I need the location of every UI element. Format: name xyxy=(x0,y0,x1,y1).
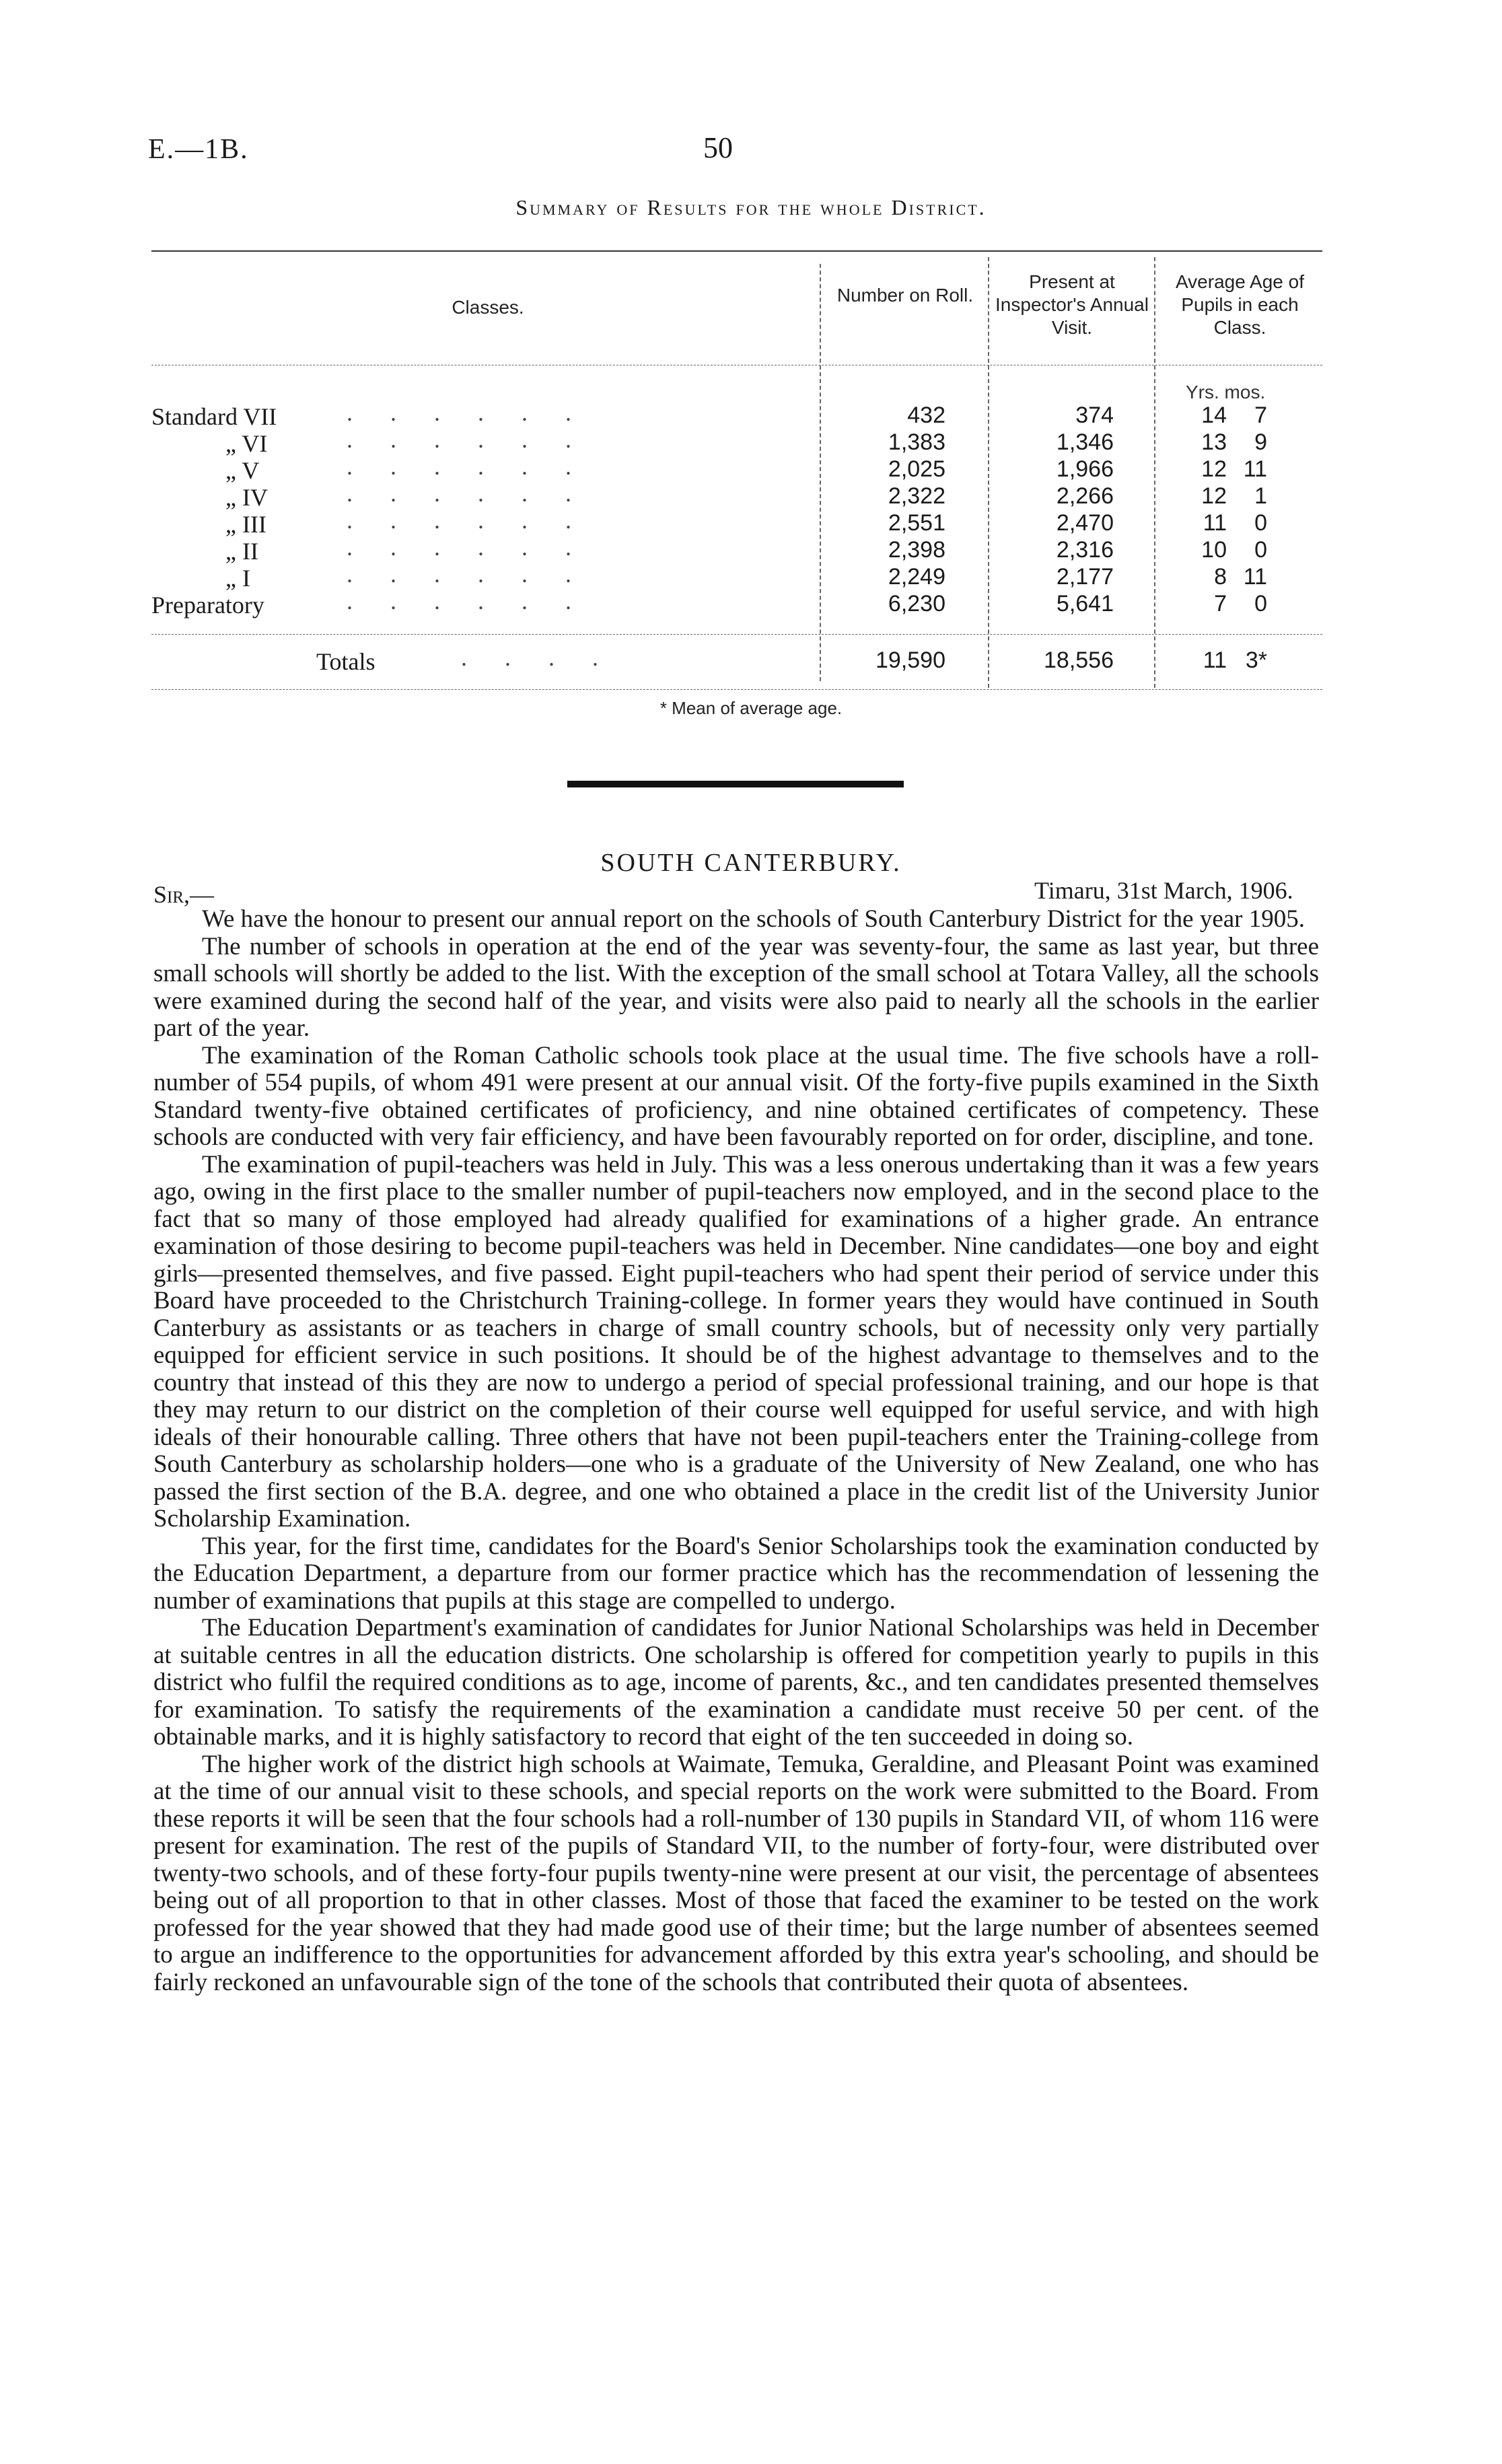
table-footnote: * Mean of average age. xyxy=(659,698,843,718)
totals-label: Totals xyxy=(316,648,376,675)
column-header-number-on-roll: Number on Roll. xyxy=(836,285,974,306)
age-years: 11 xyxy=(1203,510,1227,536)
class-label: „ VI xyxy=(225,430,268,457)
roll-value: 2,551 xyxy=(888,510,945,536)
age-months: 7 xyxy=(1254,402,1267,428)
leader-dots: ...... xyxy=(347,399,609,426)
paragraph: This year, for the first time, candidates for the Board's Senior Scholarships took the examination conducted by the Education Department, a departure from our former practice which has the recommendation of lessening the number of examinations that pupils at this stage are compelled to undergo. xyxy=(153,1532,1319,1615)
age-years: 12 xyxy=(1201,483,1227,509)
table-row xyxy=(151,561,1322,592)
summary-title: Summary of Results for the whole District. xyxy=(515,195,987,219)
table-row xyxy=(151,426,1322,457)
table-row xyxy=(151,480,1322,511)
age-years: 8 xyxy=(1214,564,1227,590)
column-header-average-age: Average Age of Pupils in each Class. xyxy=(1176,271,1304,338)
age-months: 9 xyxy=(1254,429,1267,455)
paragraph: The examination of pupil-teachers was held in July. This was a less onerous undertaking than it was a few years ago, owing in the first place to the smaller number of pupil-teachers now employed, and in the second place to the fact that so many of those employed had already qualified for examinations of a higher grade. An entrance examination of those desiring to become pupil-teachers was held in December. Nine candidates—one boy and eight girls—presented themselves, and five passed. Eight pupil-teachers who had spent their period of service under this Board have proceeded to the Christchurch Training-college. In former years they would have continued in South Canterbury as assistants or as teachers in charge of small country schools, but of necessity only very partially equipped for efficient service in such positions. It should be of the highest advantage to themselves and to the country that instead of this they are now to undergo a period of special professional training, and our hope is that they may return to our district on the completion of their course well equipped for useful service, and with high ideals of their honourable calling. Three others that have not been pupil-teachers enter the Training-college from South Canterbury as scholarship holders—one who is a graduate of the University of New Zealand, one who has passed the first section of the B.A. degree, and one who obtained a place in the credit list of the University Junior Scholarship Examination. xyxy=(153,1150,1319,1533)
present-value: 1,346 xyxy=(1056,429,1114,455)
table-bottom-rule xyxy=(151,689,1322,690)
paragraph: The Education Department's examination of candidates for Junior National Scholarships was held in December at suitable centres in all the education districts. One scholarship is offered for competition yearly to pupils in this district who fulfil the required conditions as to age, income of parents, &c., and ten candidates presented themselves for examination. To satisfy the requirements of the examination a candidate must receive 50 per cent. of the obtainable marks, and it is highly satisfactory to record that eight of the ten succeeded in doing so. xyxy=(153,1614,1319,1751)
paragraph: The higher work of the district high schools at Waimate, Temuka, Geraldine, and Pleasant Point was examined at the time of our annual visit to these schools, and special reports on the work were submitted to the Board. From these reports it will be seen that the four schools had a roll-number of 130 pupils in Standard VII, of whom 116 were present for examination. The rest of the pupils of Standard VII, to the number of forty-four, were distributed over twenty-two schools, and of these forty-four pupils twenty-nine were present at our visit, the percentage of absentees being out of all proportion to that in other classes. Most of those that faced the examiner to be tested on the work professed for the year showed that they had made good use of their time; but the large number of absentees seemed to argue an indifference to the opportunities for advancement afforded by this extra year's schooling, and should be fairly reckoned an unfavourable sign of the tone of the schools that contributed their quota of absentees. xyxy=(153,1750,1319,1996)
table-row xyxy=(151,507,1322,538)
age-months: 0 xyxy=(1254,591,1267,617)
roll-value: 432 xyxy=(907,402,945,428)
dateline: Timaru, 31st March, 1906. xyxy=(1034,877,1293,904)
present-total: 18,556 xyxy=(1044,647,1114,673)
age-years: 7 xyxy=(1214,591,1227,617)
leader-dots: ...... xyxy=(347,534,609,561)
age-months-mean: 3* xyxy=(1245,647,1267,673)
paragraph: The examination of the Roman Catholic schools took place at the usual time. The five schools have a roll-number of 554 pupils, of whom 491 were present at our annual visit. Of the forty-five pupils examined in the Sixth Standard twenty-five obtained certificates of proficiency, and nine obtained certificates of competency. These schools are conducted with very fair efficiency, and have been favourably reported on for order, discipline, and tone. xyxy=(153,1041,1319,1151)
present-value: 2,316 xyxy=(1056,537,1114,563)
age-years: 10 xyxy=(1201,537,1227,563)
leader-dots: ...... xyxy=(347,480,609,507)
table-row xyxy=(151,588,1322,619)
roll-value: 2,249 xyxy=(888,564,945,590)
roll-total: 19,590 xyxy=(875,647,945,673)
present-value: 2,470 xyxy=(1056,510,1114,536)
roll-value: 2,398 xyxy=(888,537,945,563)
present-value: 2,177 xyxy=(1056,564,1114,590)
class-label: Preparatory xyxy=(151,592,264,619)
age-months: 1 xyxy=(1254,483,1267,509)
present-value: 1,966 xyxy=(1056,456,1114,482)
section-heading: SOUTH CANTERBURY. xyxy=(600,849,902,877)
age-months: 0 xyxy=(1254,510,1267,536)
class-label: „ II xyxy=(225,538,258,565)
leader-dots: ...... xyxy=(347,507,609,534)
present-value: 2,266 xyxy=(1056,483,1114,509)
age-years: 13 xyxy=(1201,429,1227,455)
section-divider xyxy=(567,781,904,787)
roll-value: 2,025 xyxy=(888,456,945,482)
age-years-mean: 11 xyxy=(1203,647,1227,673)
age-units-label: Yrs. mos. xyxy=(1186,382,1266,402)
age-years: 14 xyxy=(1201,402,1227,428)
report-body xyxy=(153,906,1319,1996)
leader-dots: ...... xyxy=(347,453,609,480)
class-label: „ IV xyxy=(225,484,268,511)
class-label: „ III xyxy=(225,511,266,538)
age-months: 11 xyxy=(1243,456,1267,482)
page-number: 50 xyxy=(703,131,733,164)
salutation: Sir,— xyxy=(153,881,215,908)
paragraph: We have the honour to present our annual report on the schools of South Canterbury District for the year 1905. xyxy=(202,905,1305,933)
table-top-rule xyxy=(151,250,1322,252)
class-label: „ I xyxy=(225,565,250,592)
document-reference: E.—1B. xyxy=(148,134,249,165)
present-value: 5,641 xyxy=(1056,591,1114,617)
roll-value: 2,322 xyxy=(888,483,945,509)
leader-dots: ...... xyxy=(347,561,609,588)
class-label: „ V xyxy=(225,457,260,484)
roll-value: 6,230 xyxy=(888,591,945,617)
summary-table xyxy=(151,250,1322,695)
table-row xyxy=(151,453,1322,484)
leader-dots: .... xyxy=(461,644,636,671)
roll-value: 1,383 xyxy=(888,429,945,455)
table-totals-rule xyxy=(151,634,1322,635)
paragraph: The number of schools in operation at the end of the year was seventy-four, the same as last year, but three small schools will shortly be added to the list. With the exception of the small school at Totara Valley, all the schools were examined during the second half of the year, and visits were also paid to nearly all the schools in the earlier part of the year. xyxy=(153,932,1319,1042)
age-months: 11 xyxy=(1243,564,1267,590)
leader-dots: ...... xyxy=(347,426,609,453)
present-value: 374 xyxy=(1075,402,1114,428)
age-years: 12 xyxy=(1201,456,1227,482)
class-label: Standard VII xyxy=(151,403,277,430)
table-row xyxy=(151,534,1322,565)
age-months: 0 xyxy=(1254,537,1267,563)
leader-dots: ...... xyxy=(347,588,609,614)
column-header-present: Present at Inspector's Annual Visit. xyxy=(995,271,1149,338)
table-row xyxy=(151,399,1322,430)
totals-row xyxy=(151,644,1322,675)
column-header-classes: Classes. xyxy=(452,297,524,318)
